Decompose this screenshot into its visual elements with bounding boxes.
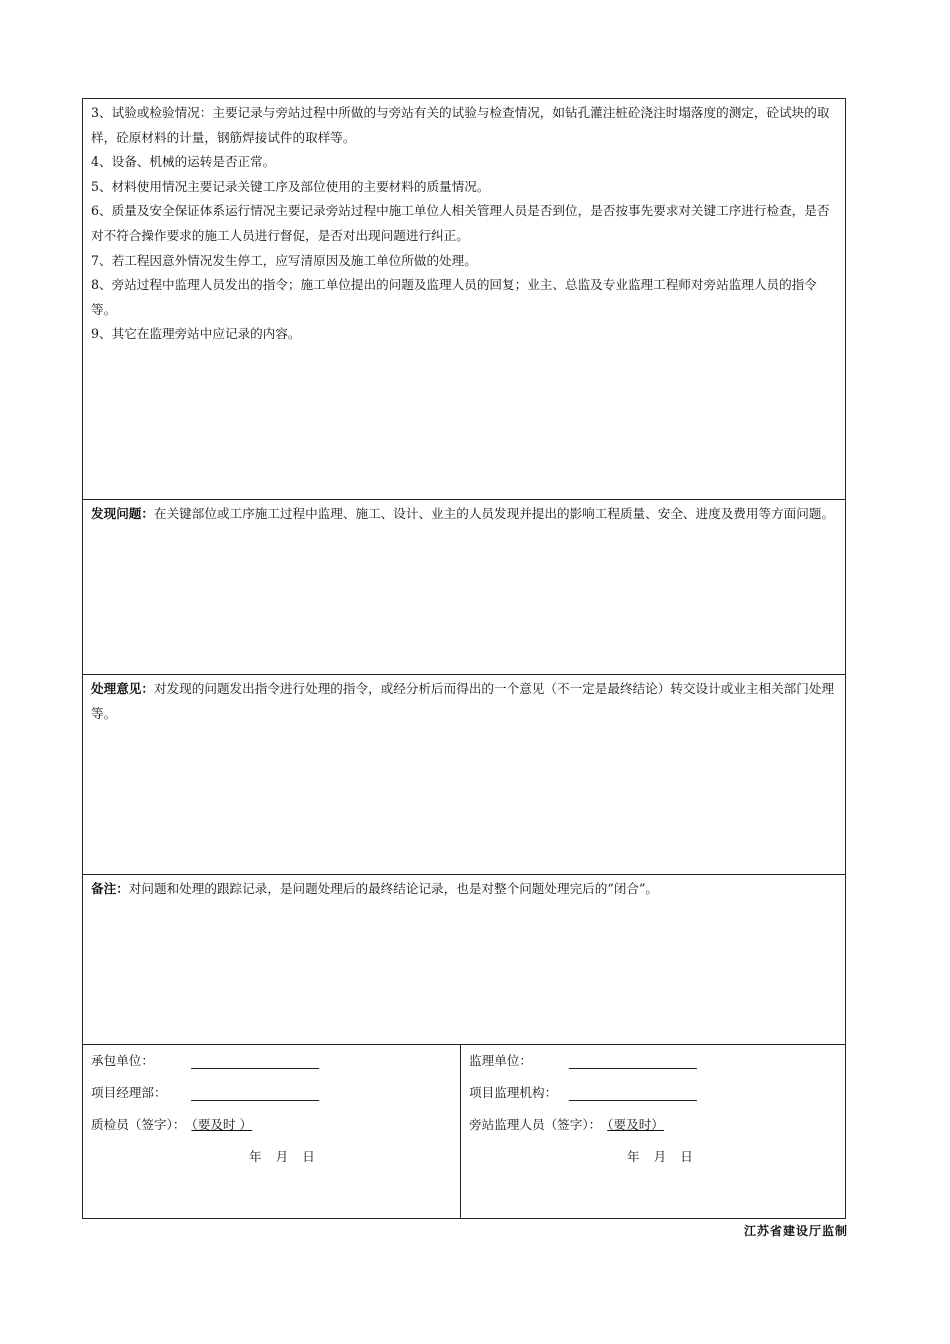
supervisor-person-label: 旁站监理人员（签字）： [469,1117,602,1132]
record-item-5: 5、材料使用情况主要记录关键工序及部位使用的主要材料的质量情况。 [91,178,490,194]
opinion-section [83,675,845,875]
supervisor-person-signature-field[interactable]: （要及时） [607,1117,664,1132]
contractor-unit-label: 承包单位： [91,1053,154,1068]
contractor-date: 年 月 日 [249,1149,315,1164]
problems-paragraph [91,502,837,527]
footer-issuer: 江苏省建设厅监制 [743,1224,848,1238]
record-item-3: 3、试验或检验情况：主要记录与旁站过程中所做的与旁站有关的试验与检查情况，如钻孔灌注桩砼浇注时塌落度的测定，砼试块的取样，砼原材料的计量，钢筋焊接试件的取样等。 [91,105,830,145]
supervisor-unit-field[interactable] [569,1054,697,1069]
signature-row [83,1045,845,1218]
opinion-paragraph [91,677,837,726]
supervisor-date: 年 月 日 [627,1149,693,1164]
supervisor-unit-line [469,1049,837,1081]
record-item-6: 6、质量及安全保证体系运行情况主要记录旁站过程中施工单位人相关管理人员是否到位，是否按事先要求对关键工序进行检查，是否对不符合操作要求的施工人员进行督促，是否对出现问题进行纠正。 [91,203,830,243]
contractor-dept-label: 项目经理部： [91,1085,167,1100]
inspector-signature-field[interactable]: （要及时 ） [191,1117,253,1132]
record-item-8: 8、旁站过程中监理人员发出的指令；施工单位提出的问题及监理人员的回复；业主、总监及专业监理工程师对旁站监理人员的指令等。 [91,277,817,317]
remarks-text: 对问题和处理的跟踪记录，是问题处理后的最终结论记录，也是对整个问题处理完后的“闭合”。 [128,881,659,896]
record-item-7: 7、若工程因意外情况发生停工，应写清原因及施工单位所做的处理。 [91,252,477,268]
inspector-label: 质检员（签字）： [91,1117,186,1132]
problems-text: 在关键部位或工序施工过程中监理、施工、设计、业主的人员发现并提出的影响工程质量、安全、进度及费用等方面问题。 [153,506,835,521]
supervisor-org-line [469,1081,837,1113]
contractor-dept-line [91,1081,452,1113]
problems-section [83,500,845,675]
contractor-unit-line [91,1049,452,1081]
record-item-4: 4、设备、机械的运转是否正常。 [91,154,276,170]
record-content-section [83,99,845,500]
supervisor-org-label: 项目监理机构： [469,1085,558,1100]
opinion-text: 对发现的问题发出指令进行处理的指令，或经分析后而得出的一个意见（不一定是最终结论）转交设计或业主相关部门处理等。 [91,681,835,721]
contractor-signature-block [83,1045,461,1218]
supervisor-signature-block [461,1045,845,1218]
supervisor-unit-label: 监理单位： [469,1053,532,1068]
opinion-label: 处理意见： [91,681,154,696]
remarks-label: 备注： [91,881,129,896]
remarks-section [83,875,845,1045]
remarks-paragraph [91,877,837,902]
contractor-dept-field[interactable] [191,1086,319,1101]
contractor-unit-field[interactable] [191,1054,319,1069]
inspector-line [91,1113,452,1145]
record-item-9: 9、其它在监理旁站中应记录的内容。 [91,326,301,342]
supervisor-org-field[interactable] [569,1086,697,1101]
problems-label: 发现问题： [91,506,154,521]
supervision-form [82,98,846,1219]
supervisor-person-line [469,1113,837,1145]
